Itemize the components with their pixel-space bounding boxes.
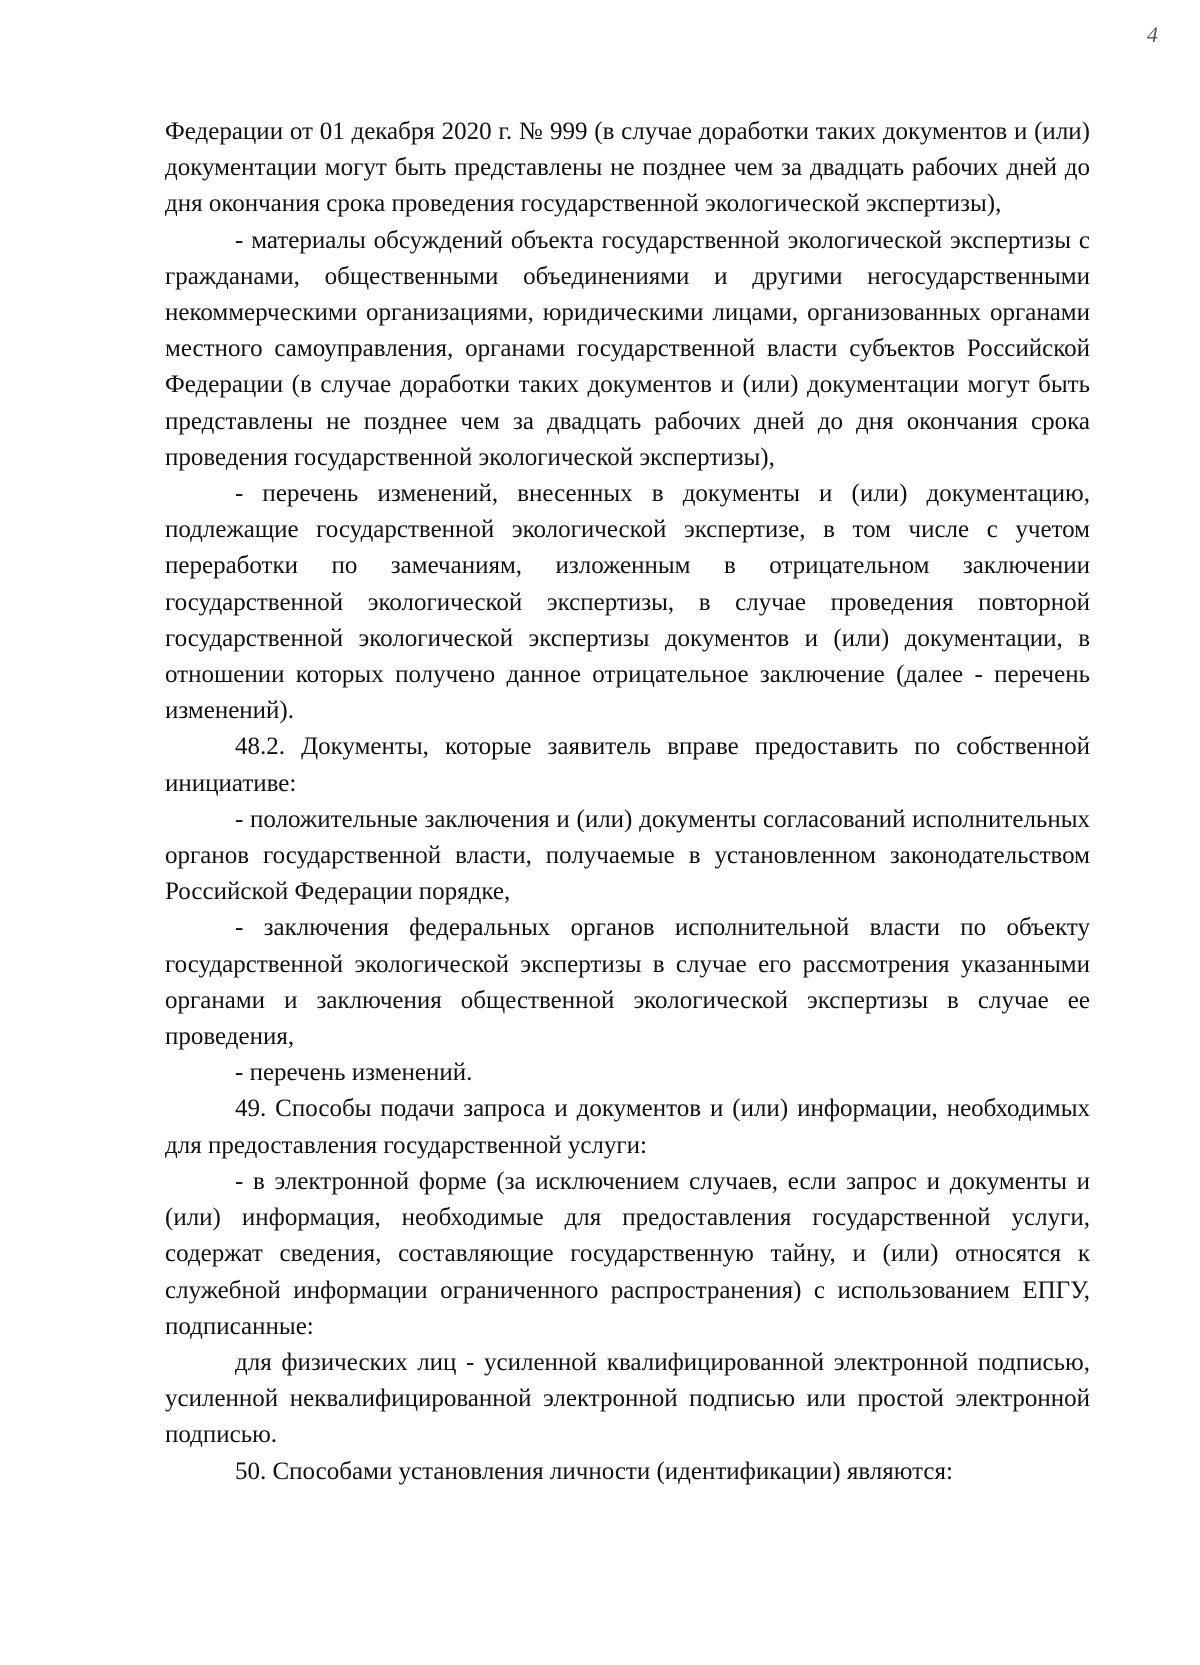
paragraph-intro-continuation: Федерации от 01 декабря 2020 г. № 999 (в случае доработки таких документов и (или) документации могут быть представлены не позднее чем за двадцать рабочих дней до дня окончания срока проведения государственной экологической экспертизы), [165,118,1090,218]
paragraph-changes-short: - перечень изменений. [235,1059,473,1087]
paragraph-discussion-materials: - материалы обсуждений объекта государственной экологической экспертизы с гражданами, общественными объединениями и другими негосударственными некоммерческими организациями, юридическими лицами, организованных органами местного самоуправления, органами государственной власти субъектов Российской Федерации (в случае доработки таких документов и (или) документации могут быть представлены не позднее чем за двадцать рабочих дней до дня окончания срока проведения государственной экологической экспертизы), [165,226,1090,471]
paragraph-49: 49. Способы подачи запроса и документов и (или) информации, необходимых для предоставления государственной услуги: [165,1095,1090,1159]
paragraph-federal-conclusions: - заключения федеральных органов исполнительной власти по объекту государственной экологической экспертизы в случае его рассмотрения указанными органами и заключения общественной экологической экспертизы в случае ее проведения, [165,914,1090,1051]
paragraph-50: 50. Способами установления личности (идентификации) являются: [235,1457,953,1485]
page-number-mark: 4 [1147,22,1158,47]
paragraph-changes-list: - перечень изменений, внесенных в документы и (или) документацию, подлежащие государственной экологической экспертизе, в том числе с учетом переработки по замечаниям, изложенным в отрицательном заключении государственной экологической экспертизы, в случае проведения повторной государственной экологической экспертизы документов и (или) документации, в отношении которых получено данное отрицательное заключение (далее - перечень изменений). [165,480,1090,725]
document-text [165,114,1090,1490]
paragraph-48-2: 48.2. Документы, которые заявитель вправе предоставить по собственной инициативе: [165,733,1090,797]
paragraph-electronic-form: - в электронной форме (за исключением случаев, если запрос и документы и (или) информация, необходимые для предоставления государственной услуги, содержат сведения, составляющие государственную тайну, и (или) относятся к служебной информации ограниченного распространения) с использованием ЕПГУ, подписанные: [165,1167,1090,1340]
paragraph-signatures: для физических лиц - усиленной квалифицированной электронной подписью, усиленной неквалифицированной электронной подписью или простой электронной подписью. [165,1348,1090,1449]
paragraph-positive-conclusions: - положительные заключения и (или) документы согласований исполнительных органов государственной власти, получаемые в установленном законодательством Российской Федерации порядке, [165,805,1090,906]
